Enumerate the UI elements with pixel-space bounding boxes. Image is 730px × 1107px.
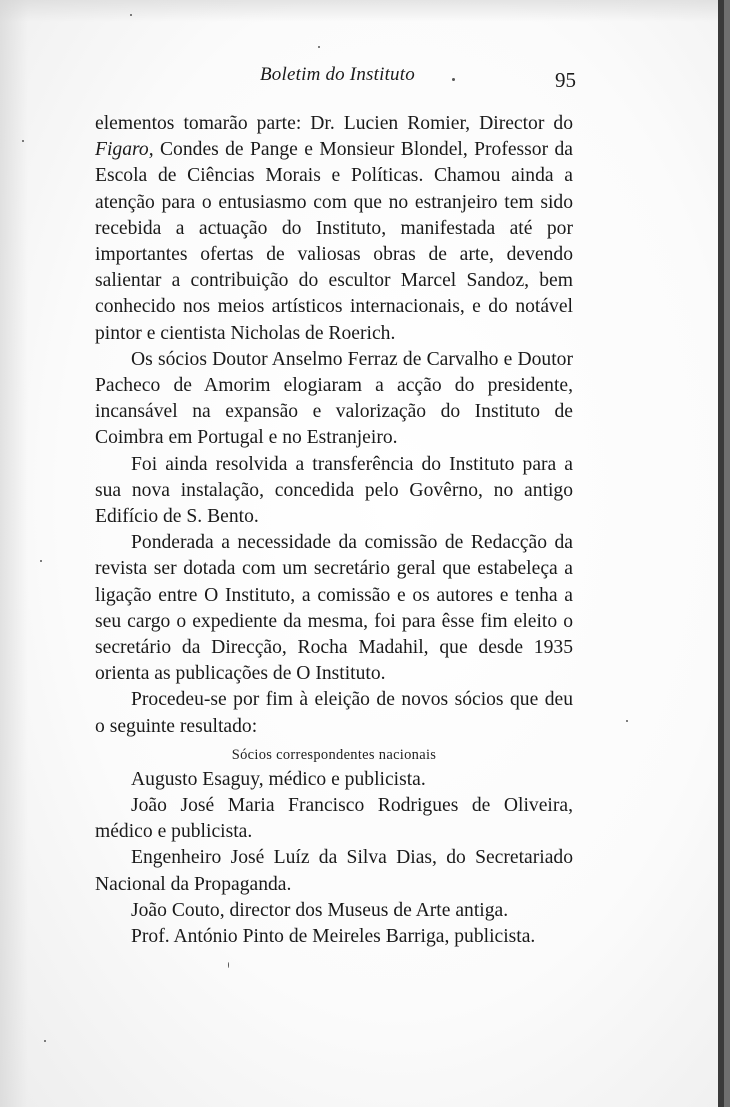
page-header — [0, 64, 724, 94]
section-heading: Sócios correspondentes nacionais — [231, 746, 437, 763]
paragraph-text: elementos tomarão parte: Dr. Lucien Romier, Director do — [95, 113, 573, 134]
paragraph — [95, 111, 573, 347]
page-body — [95, 111, 573, 950]
paragraph-text: Condes de Pange e Monsieur Blondel, Professor da Escola de Ciências Morais e Políticas. Chamou ainda a atenção para o entusiasmo com que no estranjeiro tem sido recebida a actuação do Instituto, manifestada até por importantes ofertas de valiosas obras de arte, devendo salientar a contribuição do escultor Marcel Sandoz, bem conhecido nos meios artísticos internacionais, e do notável pintor e cientista Nicholas de Roerich. — [95, 139, 573, 344]
paragraph: Ponderada a necessidade da comissão de Redacção da revista ser dotada com um secretário geral que estabeleça a ligação entre O Instituto, a comissão e os autores e tenha a seu cargo o expediente da mesma, foi para êsse fim eleito o secretário da Direcção, Rocha Madahil, que desde 1935 orienta as publicações de O Instituto. — [95, 532, 573, 685]
page-edge-shadow-left — [0, 0, 28, 1107]
member-entry: Engenheiro José Luíz da Silva Dias, do Secretariado Nacional da Propaganda. — [95, 847, 573, 895]
member-entry: João Couto, director dos Museus de Arte antiga. — [131, 899, 509, 921]
page-edge-shadow-top — [0, 0, 724, 22]
member-entry: Augusto Esaguy, médico e publicista. — [131, 768, 426, 790]
paragraph: Procedeu-se por fim à eleição de novos sócios que deu o seguinte resultado: — [95, 689, 573, 737]
page-edge-right — [718, 0, 724, 1107]
newspaper-title: Figaro, — [95, 139, 154, 161]
member-entry: Prof. António Pinto de Meireles Barriga, publicista. — [131, 926, 536, 948]
paragraph: Foi ainda resolvida a transferência do Instituto para a sua nova instalação, concedida pelo Govêrno, no antigo Edifício de S. Bento. — [95, 453, 573, 528]
page-number: 95 — [555, 68, 576, 92]
running-title: Boletim do Instituto — [260, 64, 415, 85]
member-entry: João José Maria Francisco Rodrigues de Oliveira, médico e publicista. — [95, 795, 573, 843]
paragraph: Os sócios Doutor Anselmo Ferraz de Carvalho e Doutor Pacheco de Amorim elogiaram a acção do presidente, incansável na expansão e valorização do Instituto de Coimbra em Portugal e no Estranjeiro. — [95, 348, 573, 449]
